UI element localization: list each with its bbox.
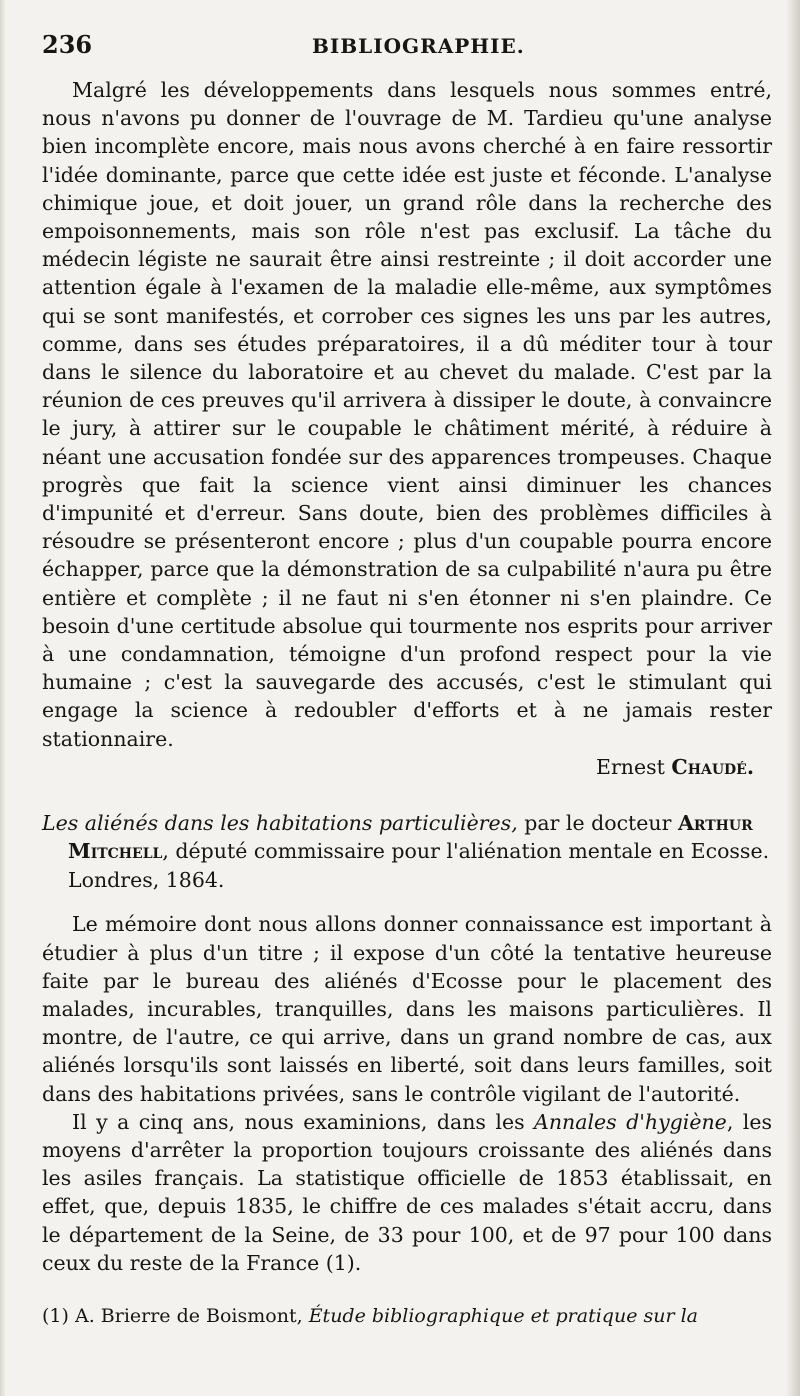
running-head: BIBLIOGRAPHIE. [312, 34, 525, 58]
review-paragraph-2-end: , les moyens d'arrêter la proportion toujours croissante des aliénés dans les asiles français. La statistique officielle de 1853 établissait, en effet, que, depuis 1835, le chiffre de ces malades s'était accru, dans le département de la Seine, de 33 pour 100, et de 97 pour 100 dans ceux du reste de la France (1). [42, 1109, 772, 1275]
review-author: Arthur Mitchell [68, 810, 753, 864]
footnote-work: Étude bibliographique et pratique sur la [308, 1305, 699, 1328]
signature-last-name: Chaudé. [671, 754, 754, 779]
review-title-by: par le docteur [517, 810, 678, 835]
footnote-marker: (1) [42, 1305, 69, 1328]
footnote [42, 1303, 772, 1329]
book-page [42, 30, 772, 1329]
page-edge-shadow-right [786, 0, 800, 1396]
review-paragraph-2 [42, 1108, 772, 1277]
signature-line [42, 753, 772, 781]
signature [596, 753, 754, 781]
page-edge-shadow-left [0, 0, 6, 1396]
page-header [42, 30, 772, 76]
signature-first-name: Ernest [596, 754, 665, 779]
review-author-role: , député commissaire pour l'aliénation mentale en Ecosse. Londres, 1864. [68, 839, 770, 892]
review-paragraph-1: Le mémoire dont nous allons donner connaissance est important à étudier à plus d'un titre ; il expose d'un côté la tentative heureuse faite par le bureau des aliénés d'Ecosse pour le placement des malades, incurables, tranquilles, dans les maisons particulières. Il montre, de l'autre, ce qui arrive, dans un grand nombre de cas, aux aliénés lorsqu'ils sont laissés en liberté, soit dans leurs familles, soit dans des habitations privées, sans le contrôle vigilant de l'autorité. [42, 912, 772, 1106]
page-number: 236 [42, 30, 93, 59]
review-title [42, 809, 772, 895]
footnote-author: A. Brierre de Boismont, [74, 1305, 303, 1328]
journal-title: Annales d'hygiène [534, 1109, 727, 1134]
review-body [42, 910, 772, 1277]
review-book-title: Les aliénés dans les habitations particulières, [42, 810, 518, 835]
review-paragraph-2-start: Il y a cinq ans, nous examinions, dans les [72, 1109, 535, 1134]
review-conclusion-paragraph: Malgré les développements dans lesquels nous sommes entré, nous n'avons pu donner de l'ouvrage de M. Tardieu qu'une analyse bien incomplète encore, mais nous avons cherché à en faire ressortir l'idée dominante, parce que cette idée est juste et féconde. L'analyse chimique joue, et doit jouer, un grand rôle dans la recherche des empoisonnements, mais son rôle n'est pas exclusif. La tâche du médecin légiste ne saurait être ainsi restreinte ; il doit accorder une attention égale à l'examen de la maladie elle-même, aux symptômes qui se sont manifestés, et corrober ces signes les uns par les autres, comme, dans ses études préparatoires, il a dû méditer tour à tour dans le silence du laboratoire et au chevet du malade. C'est par la réunion de ces preuves qu'il arrivera à dissiper le doute, à convaincre le jury, à attirer sur le coupable le châtiment mérité, à réduire à néant une accusation fondée sur des apparences trompeuses. Chaque progrès que fait la science vient ainsi diminuer les chances d'impunité et d'erreur. Sans doute, bien des problèmes difficiles à résoudre se présenteront encore ; plus d'un coupable pourra encore échapper, parce que la démonstration de sa culpabilité n'aura pu être entière et complète ; il ne faut ni s'en étonner ni s'en plaindre. Ce besoin d'une certitude absolue qui tourmente nos esprits pour arriver à une condamnation, témoigne d'un profond respect pour la vie humaine ; c'est la sauvegarde des accusés, c'est le stimulant qui engage la science à redoubler d'efforts et à ne jamais rester stationnaire. [42, 78, 772, 751]
